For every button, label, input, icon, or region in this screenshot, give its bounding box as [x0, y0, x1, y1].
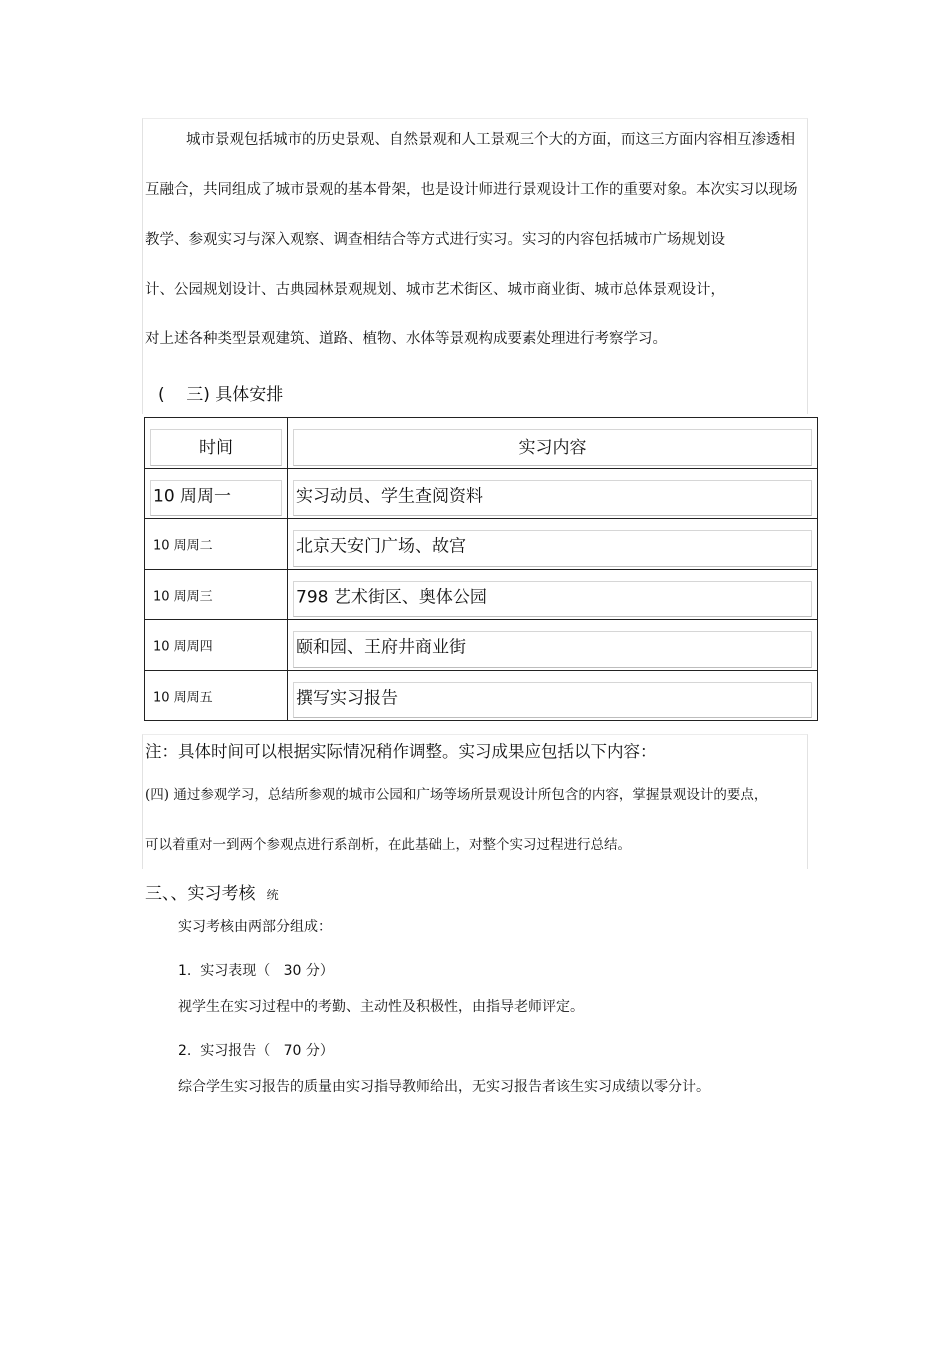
table-row — [145, 519, 818, 570]
header-time-cell — [145, 418, 288, 469]
table-row — [145, 620, 818, 671]
intro-line-3: 教学、参观实习与深入观察、调查相结合等方式进行实习。实习的内容包括城市广场规划设 — [145, 232, 725, 248]
table-row — [145, 469, 818, 519]
section-3-heading: ( 三) 具体安排 — [158, 385, 284, 405]
assessment-intro: 实习考核由两部分组成： — [178, 919, 332, 935]
note-text: 注：具体时间可以根据实际情况稍作调整。实习成果应包括以下内容： — [145, 742, 657, 761]
row-time: 10 周周一 — [153, 486, 232, 506]
header-content-cell — [288, 418, 818, 469]
row-content: 实习动员、学生查阅资料 — [296, 486, 483, 506]
table-header-row — [145, 418, 818, 469]
header-time: 时间 — [199, 438, 233, 458]
assessment-item-1-title: 1. 实习表现（ 30 分） — [178, 963, 334, 979]
section-4-line-2: 可以着重对一到两个参观点进行系剖析，在此基础上，对整个实习过程进行总结。 — [145, 837, 631, 853]
assessment-item-2-desc: 综合学生实习报告的质量由实习指导教师给出，无实习报告者该生实习成绩以零分计。 — [178, 1079, 710, 1095]
assessment-heading: 三、、实习考核 — [145, 884, 256, 904]
table-row — [145, 570, 818, 620]
row-content: 颐和园、王府井商业街 — [296, 637, 466, 658]
row-time: 10 周周五 — [153, 690, 213, 705]
intro-line-2: 互融合，共同组成了城市景观的基本骨架，也是设计师进行景观设计工作的重要对象。本次实习以现场 — [145, 182, 798, 198]
assessment-heading-extra: 统 — [266, 888, 279, 902]
intro-line-4: 计、公园规划设计、古典园林景观规划、城市艺术街区、城市商业街、城市总体景观设计， — [145, 282, 725, 298]
row-time: 10 周周三 — [153, 589, 213, 604]
row-time: 10 周周四 — [153, 639, 213, 655]
intro-line-1: 城市景观包括城市的历史景观、自然景观和人工景观三个大的方面，而这三方面内容相互渗透相 — [186, 132, 795, 148]
schedule-table — [144, 417, 818, 721]
row-content: 撰写实习报告 — [296, 688, 398, 708]
header-content: 实习内容 — [518, 438, 587, 458]
row-content: 北京天安门广场、故宫 — [296, 536, 466, 557]
table-row — [145, 671, 818, 721]
row-content: 798 艺术街区、奥体公园 — [296, 587, 487, 607]
row-time: 10 周周二 — [153, 538, 213, 554]
intro-block — [142, 118, 808, 414]
assessment-heading-group — [145, 879, 279, 904]
intro-line-5: 对上述各种类型景观建筑、道路、植物、水体等景观构成要素处理进行考察学习。 — [145, 331, 667, 347]
section-4-line-1: (四) 通过参观学习，总结所参观的城市公园和广场等场所景观设计所包含的内容，掌握景观设计的要点， — [145, 787, 768, 803]
assessment-item-2-title: 2. 实习报告（ 70 分） — [178, 1043, 334, 1059]
assessment-item-1-desc: 视学生在实习过程中的考勤、主动性及积极性，由指导老师评定。 — [178, 999, 584, 1015]
